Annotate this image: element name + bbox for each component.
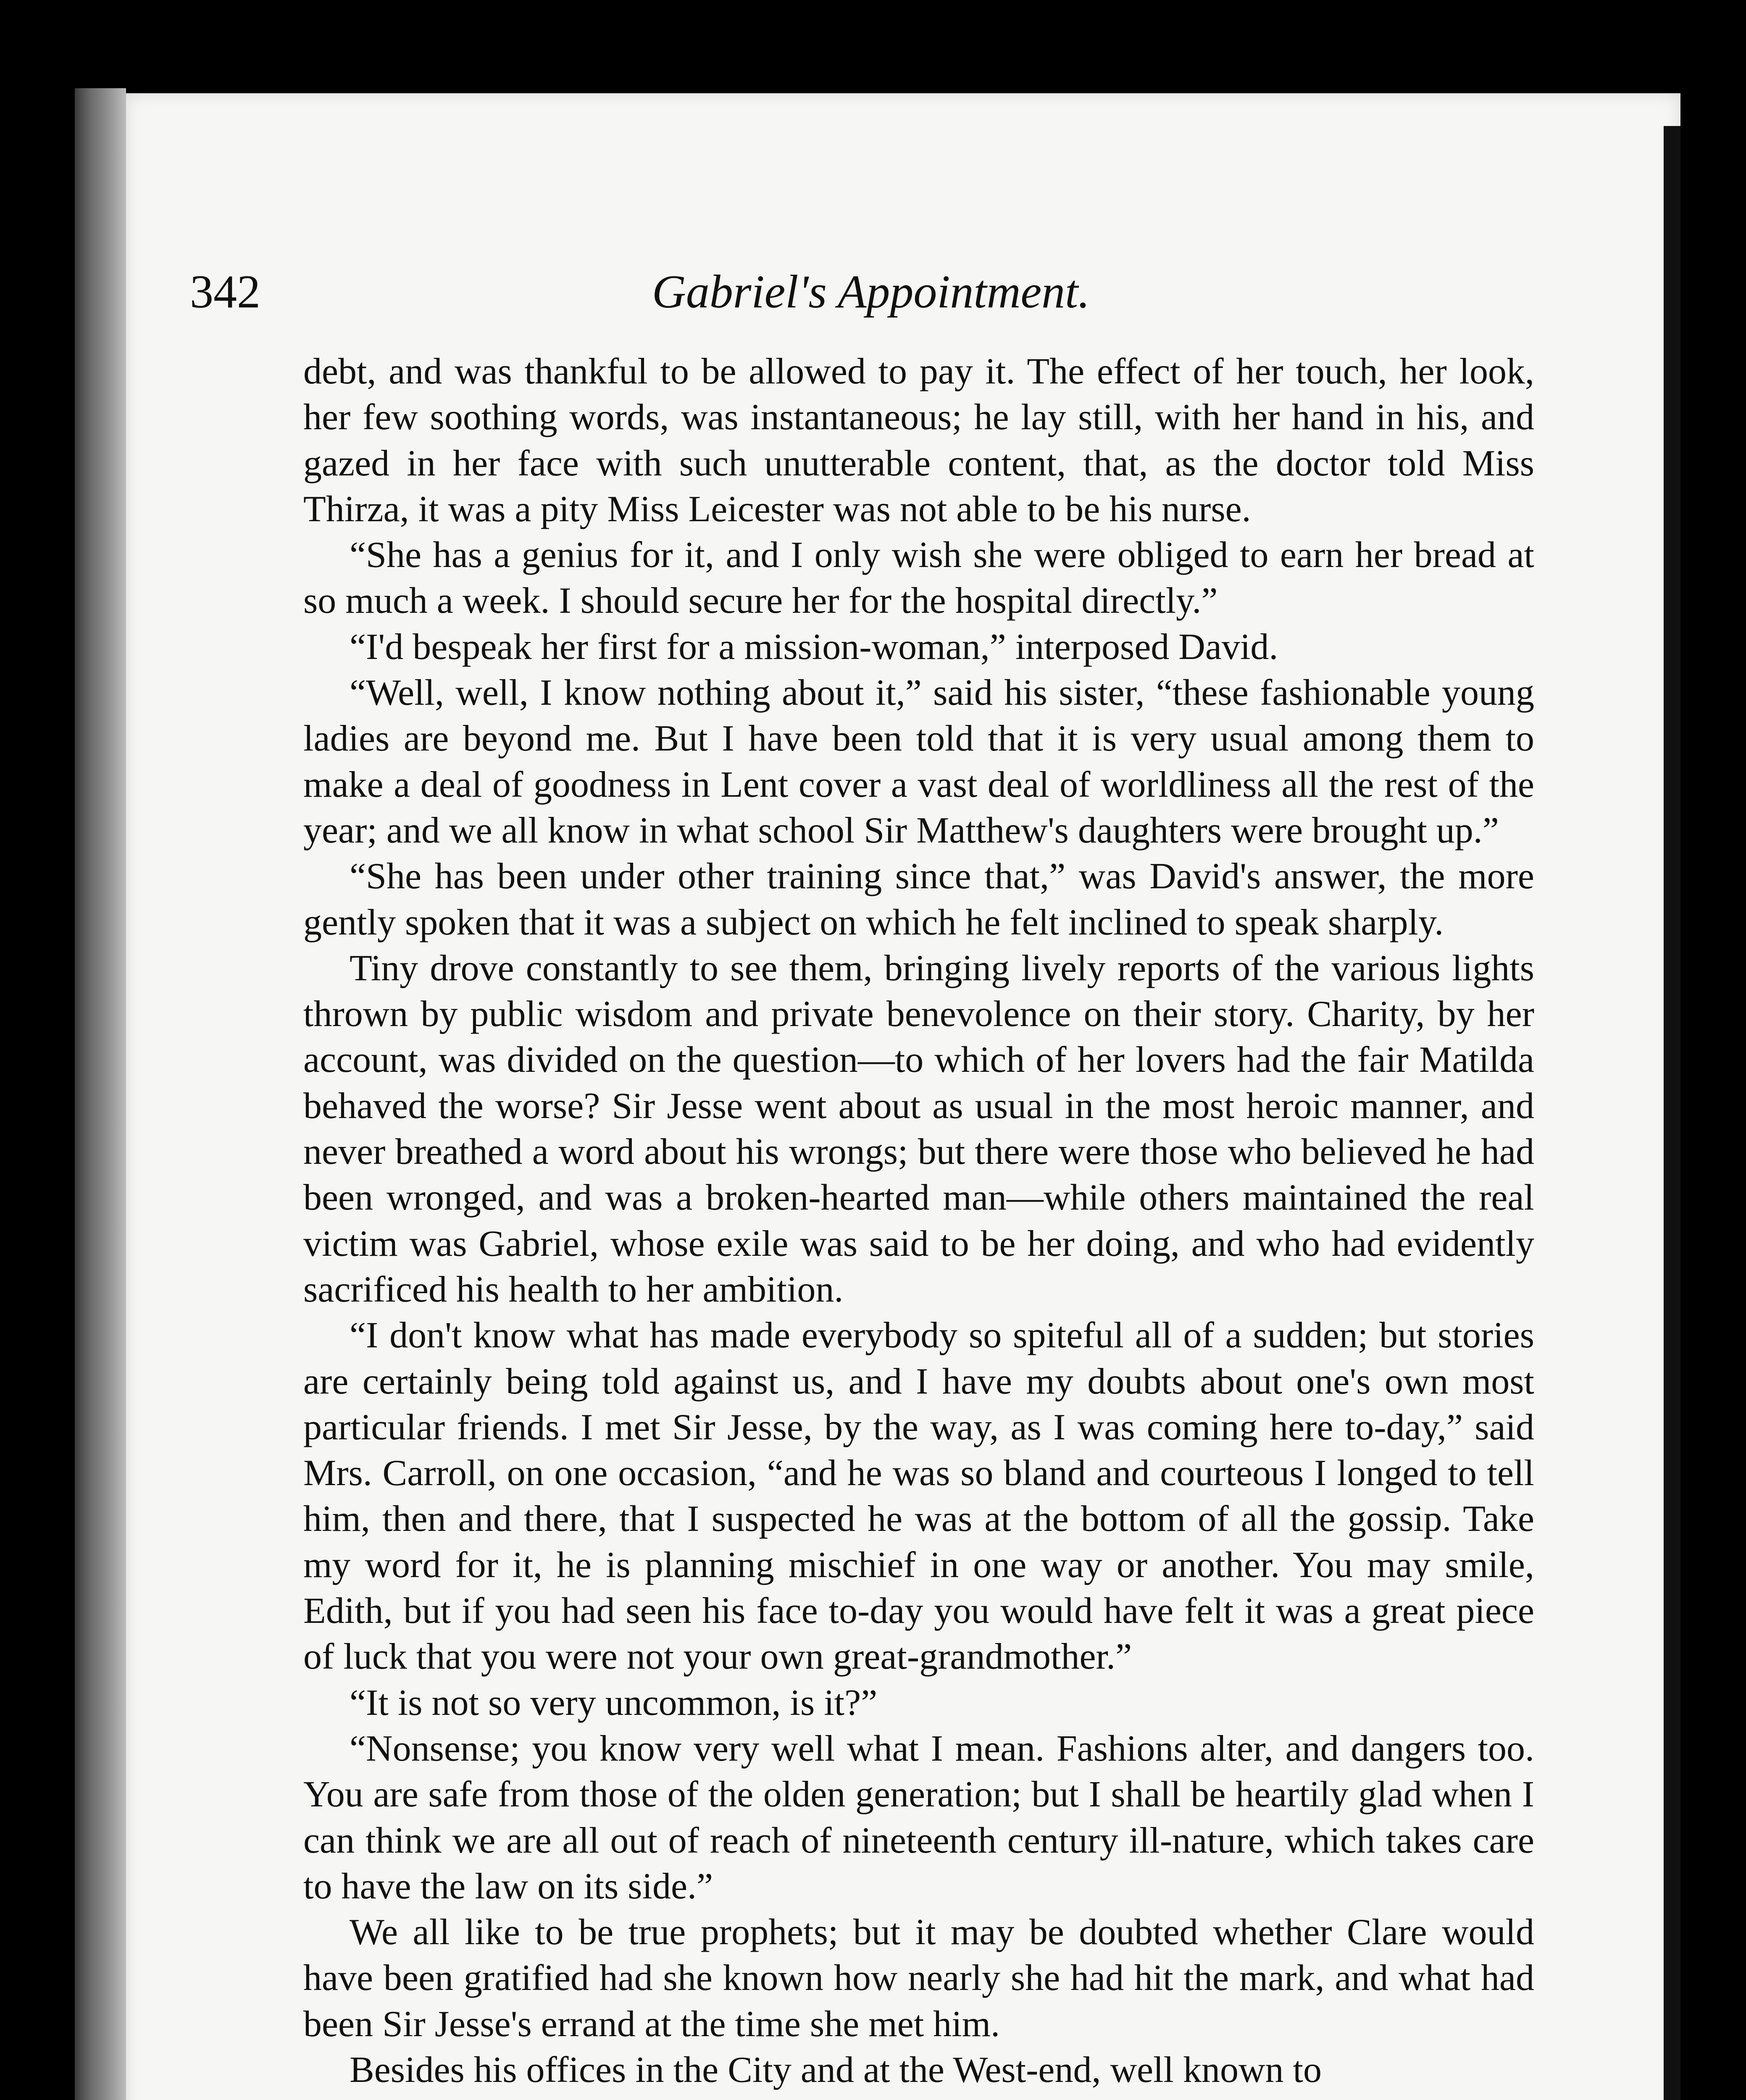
paragraph-continued: debt, and was thankful to be allowed to pay it. The effect of her touch, her look, her few soothing words, was instantaneous; he lay still, with her hand in his, and gazed in her face with such unutterable content, that, as the doctor told Miss Thirza, it was a pity Miss Leicester was not able to be his nurse. xyxy=(303,351,1534,530)
paragraph: “It is not so very uncommon, is it?” xyxy=(350,1682,878,1723)
paragraph: “Well, well, I know nothing about it,” said his sister, “these fashionable young ladies are beyond me. But I have been told that it is very usual among them to make a deal of goodness in Lent cover a vast deal of worldliness all the rest of the year; and we all know in what school Sir Matthew's daughters were brought up.” xyxy=(303,672,1534,851)
page-header xyxy=(190,260,1442,323)
paragraph: “I don't know what has made everybody so spiteful all of a sudden; but stories are certainly being told against us, and I have my doubts about one's own most particular friends. I met Sir Jesse, by the way, as I was coming here to-day,” said Mrs. Carroll, on one occasion, “and he was so bland and courteous I longed to tell him, then and there, that I suspected he was at the bottom of all the gossip. Take my word for it, he is planning mischief in one way or another. You may smile, Edith, but if you had seen his face to-day you would have felt it was a great piece of luck that you were not your own great-grandmother.” xyxy=(303,1315,1534,1677)
paragraph: “Nonsense; you know very well what I mean. Fashions alter, and dangers too. You are safe from those of the olden generation; but I shall be heartily glad when I can think we are all out of reach of nineteenth century ill-nature, which takes care to have the law on its side.” xyxy=(303,1728,1534,1907)
paragraph: “She has been under other training since that,” was David's answer, the more gently spoken that it was a subject on which he felt inclined to speak sharply. xyxy=(303,856,1534,943)
body-text xyxy=(303,349,1534,2093)
page-number: 342 xyxy=(190,266,260,318)
paragraph: We all like to be true prophets; but it may be doubted whether Clare would have been gratified had she known how nearly she had hit the mark, and what had been Sir Jesse's errand at the time she met him. xyxy=(303,1912,1534,2045)
book-spine-edge xyxy=(75,88,126,2100)
running-title: Gabriel's Appointment. xyxy=(652,266,1090,318)
paragraph: “She has a genius for it, and I only wish she were obliged to earn her bread at so much a week. I should secure her for the hospital directly.” xyxy=(303,535,1534,622)
right-page-gutter xyxy=(1664,126,1680,2100)
paragraph: Tiny drove constantly to see them, bringing lively reports of the various lights thrown by public wisdom and private benevolence on their story. Charity, by her account, was divided on the question—to which of her lovers had the fair Matilda behaved the worse? Sir Jesse went about as usual in the most heroic manner, and never breathed a word about his wrongs; but there were those who believed he had been wronged, and was a broken-hearted man—while others maintained the real victim was Gabriel, whose exile was said to be her doing, and who had evidently sacrificed his health to her ambition. xyxy=(303,948,1534,1310)
paragraph: “I'd bespeak her first for a mission-woman,” interposed David. xyxy=(350,626,1278,667)
paragraph: Besides his offices in the City and at the West-end, well known to xyxy=(350,2049,1322,2090)
